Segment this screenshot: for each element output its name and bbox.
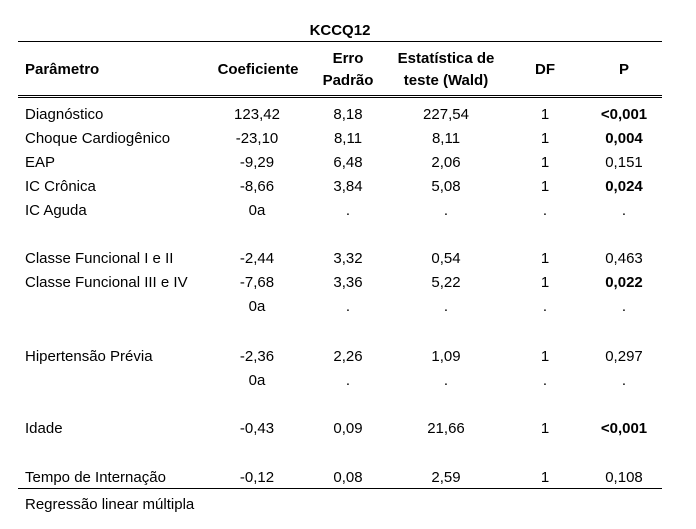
row-parameter: Choque Cardiogênico [25,130,171,147]
row-wald-stat: 2,59 [431,469,461,486]
row-std-error: . [345,298,351,315]
row-coefficient: -7,68 [239,274,275,291]
header-rule [18,95,662,96]
row-df: 1 [540,106,550,123]
row-parameter: Tempo de Internação [25,469,166,486]
top-rule [18,41,662,42]
header-stat-line2: teste (Wald) [403,72,489,89]
row-wald-stat: 21,66 [427,420,465,437]
header-param: Parâmetro [25,61,100,78]
row-wald-stat: . [443,202,449,219]
row-p-value: 0,463 [605,250,643,267]
row-std-error: 0,08 [333,469,363,486]
row-std-error: . [345,202,351,219]
row-p-value: . [621,372,627,389]
row-coefficient: -2,44 [239,250,275,267]
row-p-value: 0,297 [605,348,643,365]
row-df: . [542,372,548,389]
row-df: . [542,202,548,219]
header-stat-line1: Estatística de [397,50,495,67]
row-df: 1 [540,178,550,195]
footnote: Regressão linear múltipla [25,496,195,513]
row-wald-stat: 8,11 [431,130,461,147]
row-parameter: Idade [25,420,63,437]
row-coefficient: -8,66 [239,178,275,195]
row-coefficient: -0,43 [239,420,275,437]
row-coefficient: 0a [248,298,266,315]
row-parameter: Classe Funcional III e IV [25,274,188,291]
row-std-error: . [345,372,351,389]
row-coefficient: -23,10 [235,130,279,147]
row-p-value: 0,108 [605,469,643,486]
bottom-rule [18,488,662,489]
row-p-value: . [621,298,627,315]
row-std-error: 3,36 [333,274,363,291]
header-df: DF [535,61,555,78]
row-coefficient: -2,36 [239,348,275,365]
header-err-line1: Erro [332,50,364,67]
row-std-error: 2,26 [333,348,363,365]
row-wald-stat: 2,06 [431,154,461,171]
row-df: 1 [540,250,550,267]
row-p-value: 0,004 [605,130,643,147]
row-p-value: 0,022 [605,274,643,291]
row-df: . [542,298,548,315]
row-coefficient: 0a [248,202,266,219]
row-wald-stat: 5,08 [431,178,461,195]
row-df: 1 [540,274,550,291]
row-coefficient: -9,29 [239,154,275,171]
row-df: 1 [540,154,550,171]
row-df: 1 [540,469,550,486]
row-p-value: 0,024 [605,178,643,195]
row-p-value: 0,151 [605,154,643,171]
row-p-value: <0,001 [600,106,648,123]
row-parameter: Hipertensão Prévia [25,348,153,365]
row-df: 1 [540,348,550,365]
row-wald-stat: . [443,298,449,315]
row-wald-stat: 1,09 [431,348,461,365]
header-err [312,48,384,92]
row-parameter: EAP [25,154,56,171]
row-parameter: Diagnóstico [25,106,104,123]
header-rule-double [18,97,662,98]
row-p-value: . [621,202,627,219]
row-std-error: 8,11 [333,130,363,147]
row-std-error: 8,18 [333,106,363,123]
row-coefficient: 0a [248,372,266,389]
row-wald-stat: . [443,372,449,389]
header-coef: Coeficiente [217,61,299,78]
row-p-value: <0,001 [600,420,648,437]
row-df: 1 [540,420,550,437]
header-err-line2: Padrão [322,72,374,89]
row-parameter: Classe Funcional I e II [25,250,174,267]
row-wald-stat: 5,22 [431,274,461,291]
row-wald-stat: 227,54 [423,106,469,123]
row-std-error: 3,84 [333,178,363,195]
row-coefficient: -0,12 [239,469,275,486]
table-title: KCCQ12 [309,22,371,39]
row-coefficient: 123,42 [234,106,280,123]
row-std-error: 0,09 [333,420,363,437]
row-df: 1 [540,130,550,147]
header-p: P [618,61,629,78]
row-parameter: IC Crônica [25,178,96,195]
row-std-error: 6,48 [333,154,363,171]
header-stat [388,48,504,92]
row-wald-stat: 0,54 [431,250,461,267]
row-parameter: IC Aguda [25,202,87,219]
row-std-error: 3,32 [333,250,363,267]
